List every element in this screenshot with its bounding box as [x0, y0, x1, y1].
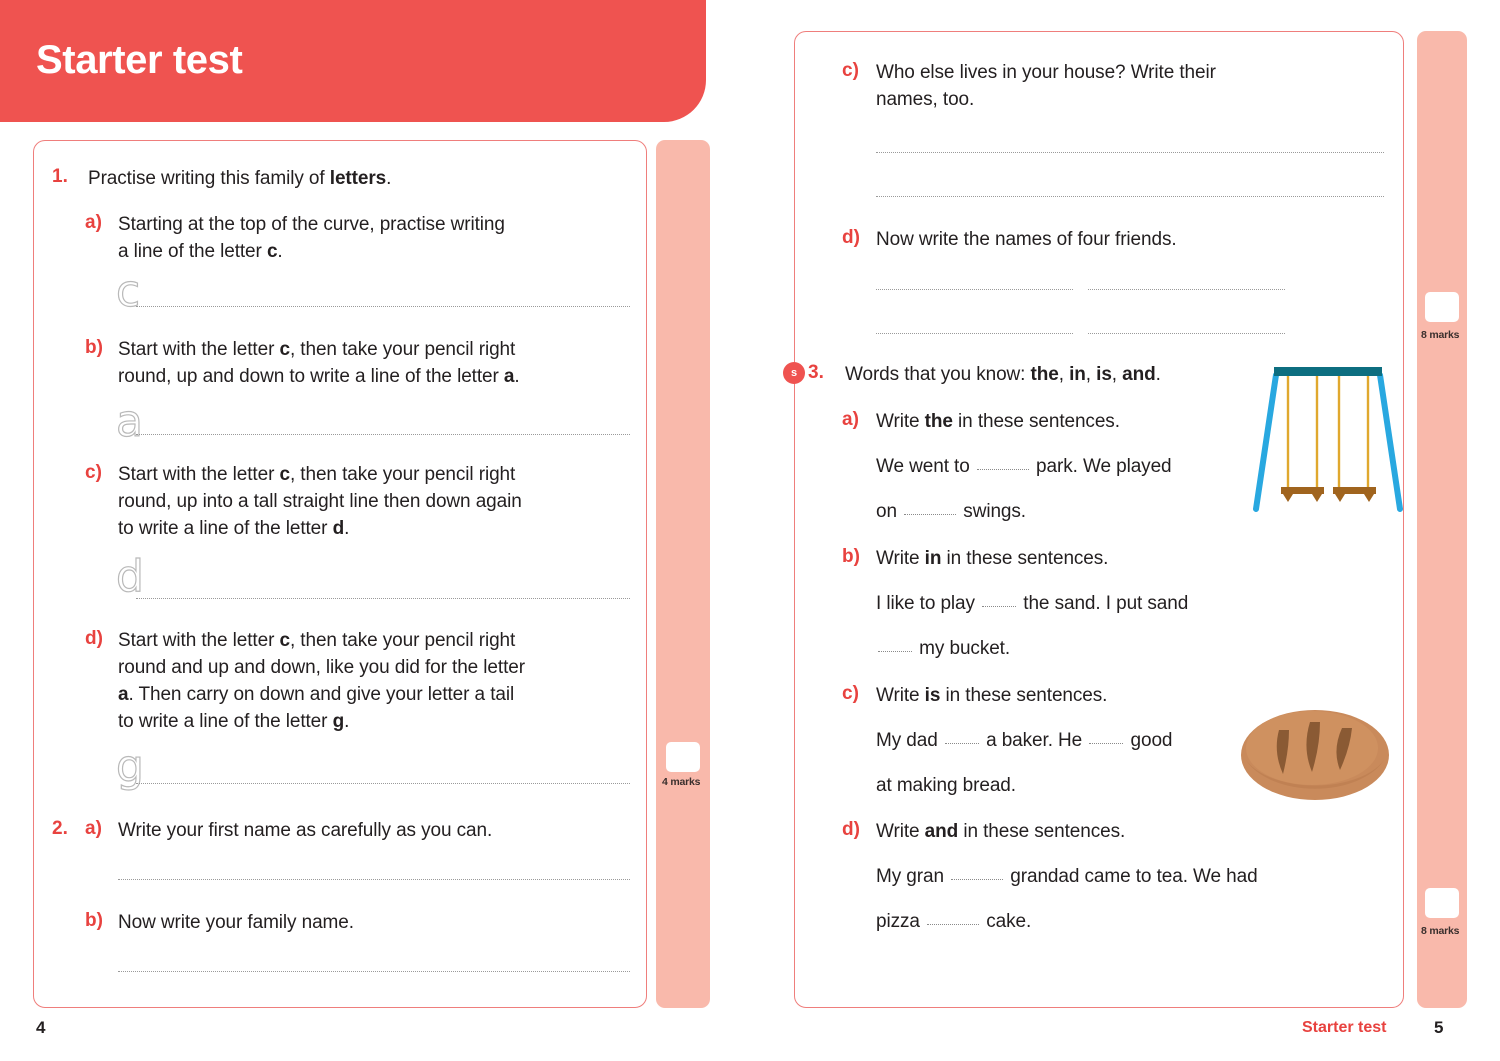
question-3d-instruction: Write and in these sentences.	[876, 821, 1126, 842]
writing-line-1b[interactable]	[136, 434, 630, 435]
question-1c-letter: c)	[85, 462, 102, 483]
marks-label-3: 8 marks	[1421, 925, 1460, 937]
header-banner	[0, 0, 706, 122]
writing-line-2d-3[interactable]	[876, 333, 1073, 334]
speaking-badge-icon: s	[783, 362, 805, 384]
marks-label-1: 4 marks	[662, 776, 701, 788]
question-2b-letter: b)	[85, 910, 103, 931]
question-2c-letter: c)	[842, 60, 859, 81]
trace-letter-g: g	[116, 741, 144, 792]
writing-line-1d[interactable]	[136, 783, 630, 784]
question-3c-letter: c)	[842, 683, 859, 704]
question-3a-sentence-2[interactable]: on swings.	[876, 501, 1026, 522]
question-3d-sentence-2[interactable]: pizza cake.	[876, 911, 1032, 932]
question-3c-sentence-1[interactable]: My dad a baker. He good	[876, 730, 1173, 751]
question-1-number: 1.	[52, 166, 68, 187]
question-2d-text: Now write the names of four friends.	[876, 229, 1177, 250]
folio-chapter-right: Starter test	[1302, 1019, 1387, 1036]
question-2a-text: Write your first name as carefully as you can.	[118, 820, 493, 841]
marks-strip-right	[1417, 31, 1467, 1008]
page-right	[750, 0, 1500, 1061]
question-3c-sentence-2[interactable]: at making bread.	[876, 775, 1016, 796]
question-2b-text: Now write your family name.	[118, 912, 354, 933]
question-3a-letter: a)	[842, 409, 859, 430]
trace-letter-a: a	[116, 396, 143, 447]
question-1c-text: Start with the letter c, then take your pencil right round, up into a tall straight line then down again to write a line of the letter d.	[118, 464, 522, 539]
writing-line-2c-1[interactable]	[876, 152, 1384, 153]
question-1d-letter: d)	[85, 628, 103, 649]
writing-line-2a[interactable]	[118, 879, 630, 880]
folio-right: 5	[1434, 1018, 1444, 1037]
question-3b-letter: b)	[842, 546, 860, 567]
question-3-number: 3.	[808, 362, 824, 383]
question-1a-letter: a)	[85, 212, 102, 233]
marks-input-box-2[interactable]	[1425, 292, 1459, 322]
writing-line-1c[interactable]	[136, 598, 630, 599]
marks-input-box-1[interactable]	[666, 742, 700, 772]
writing-line-2b[interactable]	[118, 971, 630, 972]
question-3a-instruction: Write the in these sentences.	[876, 411, 1120, 432]
question-2-number: 2.	[52, 818, 68, 839]
question-2d-letter: d)	[842, 227, 860, 248]
page-title: Starter test	[36, 38, 243, 82]
trace-letter-c: c	[116, 266, 141, 317]
question-1-stem: Practise writing this family of letters.	[88, 168, 392, 189]
question-2a-letter: a)	[85, 818, 102, 839]
bread-loaf-illustration	[1238, 700, 1393, 810]
writing-line-2c-2[interactable]	[876, 196, 1384, 197]
question-3d-letter: d)	[842, 819, 860, 840]
question-3a-sentence-1[interactable]: We went to park. We played	[876, 456, 1172, 477]
question-1b-text: Start with the letter c, then take your pencil right round, up and down to write a line of the letter a.	[118, 339, 520, 387]
question-3d-sentence-1[interactable]: My gran grandad came to tea. We had	[876, 866, 1258, 887]
question-2c-text: Who else lives in your house? Write their names, too.	[876, 62, 1216, 110]
marks-strip-left	[656, 140, 710, 1008]
marks-label-2: 8 marks	[1421, 329, 1460, 341]
question-1a-text: Starting at the top of the curve, practise writing a line of the letter c.	[118, 214, 505, 262]
folio-left: 4	[36, 1018, 46, 1037]
writing-line-2d-1[interactable]	[876, 289, 1073, 290]
question-3b-sentence-1[interactable]: I like to play the sand. I put sand	[876, 593, 1189, 614]
question-3b-sentence-2[interactable]: my bucket.	[876, 635, 1010, 662]
question-1b-letter: b)	[85, 337, 103, 358]
trace-letter-d: d	[116, 551, 144, 602]
writing-line-1a[interactable]	[136, 306, 630, 307]
marks-input-box-3[interactable]	[1425, 888, 1459, 918]
writing-line-2d-4[interactable]	[1088, 333, 1285, 334]
question-3b-instruction: Write in in these sentences.	[876, 548, 1109, 569]
writing-line-2d-2[interactable]	[1088, 289, 1285, 290]
question-3c-instruction: Write is in these sentences.	[876, 685, 1108, 706]
question-3-stem: Words that you know: the, in, is, and.	[845, 364, 1161, 385]
question-1d-text: Start with the letter c, then take your pencil right round and up and down, like you did for the letter a. Then carry on down and give your letter a tail to write a line of the letter g.	[118, 630, 525, 732]
